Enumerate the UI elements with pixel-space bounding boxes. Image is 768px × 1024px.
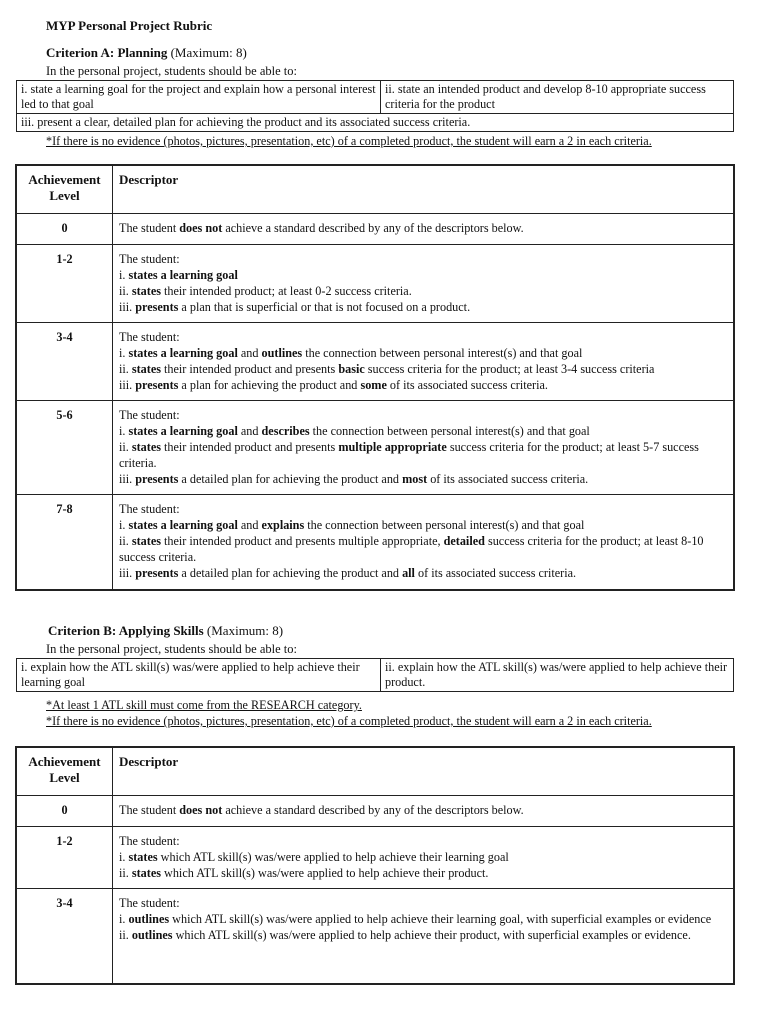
descriptor-column-header: Descriptor <box>113 747 735 795</box>
descriptor-text: The student <box>119 220 180 235</box>
descriptor-text: the connection between personal interest(s) and that goal <box>304 517 585 532</box>
descriptor-keyword: states a learning goal <box>128 267 238 282</box>
objective-b-ii: ii. explain how the ATL skill(s) was/were applied to help achieve their product. <box>381 659 734 692</box>
descriptor-line <box>119 471 727 487</box>
descriptor-text: iii. <box>119 471 136 486</box>
descriptor-line <box>119 345 727 361</box>
descriptor-keyword: states <box>131 283 161 298</box>
rubric-row <box>16 322 734 400</box>
descriptor-line <box>119 565 727 581</box>
descriptor-keyword: all <box>402 565 415 580</box>
descriptor-text: which ATL skill(s) was/were applied to help achieve their product, with superficial examples or evidence. <box>172 927 691 942</box>
achievement-level: 0 <box>16 213 113 244</box>
criterion-b-max: (Maximum: 8) <box>206 623 284 638</box>
descriptor-text: success criteria for the product; at least 3-4 success criteria <box>364 361 655 376</box>
descriptor-text: i. <box>119 423 129 438</box>
descriptor-keyword: states a learning goal <box>128 423 238 438</box>
descriptor-text: The student: <box>119 251 180 266</box>
descriptor-text: The student: <box>119 833 180 848</box>
descriptor-keyword: does not <box>179 220 223 235</box>
descriptor-cell <box>113 400 735 494</box>
descriptor-text: ii. <box>119 361 132 376</box>
descriptor-line <box>119 849 727 865</box>
descriptor-keyword: states <box>131 865 161 880</box>
objective-a-ii: ii. state an intended product and develop 8-10 appropriate success criteria for the product <box>381 81 734 114</box>
descriptor-text: i. <box>119 849 129 864</box>
objective-a-i: i. state a learning goal for the project and explain how a personal interest led to that goal <box>17 81 381 114</box>
achievement-level: 3-4 <box>16 888 113 984</box>
rubric-row <box>16 244 734 322</box>
descriptor-keyword: states <box>131 533 161 548</box>
descriptor-line <box>119 220 727 236</box>
descriptor-cell <box>113 494 735 590</box>
descriptor-text: success criteria for the product; at least 8-10 success criteria. <box>119 533 704 564</box>
descriptor-line <box>119 927 727 943</box>
achievement-level: 0 <box>16 795 113 826</box>
descriptor-keyword: outlines <box>131 927 173 942</box>
descriptor-text: The student: <box>119 895 180 910</box>
descriptor-keyword: presents <box>135 471 179 486</box>
descriptor-text: their intended product and presents multiple appropriate, <box>160 533 444 548</box>
descriptor-keyword: presents <box>135 299 179 314</box>
criterion-a-rubric-table <box>15 164 735 591</box>
descriptor-text: iii. <box>119 299 136 314</box>
descriptor-text: achieve a standard described by any of the descriptors below. <box>222 802 524 817</box>
descriptor-text: their intended product; at least 0-2 success criteria. <box>160 283 412 298</box>
descriptor-text: a plan for achieving the product and <box>178 377 361 392</box>
descriptor-cell <box>113 826 735 888</box>
rubric-row <box>16 795 734 826</box>
descriptor-text: iii. <box>119 565 136 580</box>
descriptor-text: the connection between personal interest(s) and that goal <box>302 345 583 360</box>
rubric-row <box>16 400 734 494</box>
descriptor-line <box>119 407 727 423</box>
descriptor-keyword: does not <box>179 802 223 817</box>
level-column-header: Achievement Level <box>16 747 113 795</box>
descriptor-line <box>119 329 727 345</box>
descriptor-line <box>119 439 727 471</box>
descriptor-text: of its associated success criteria. <box>386 377 548 392</box>
achievement-level: 5-6 <box>16 400 113 494</box>
criterion-b-heading <box>48 623 283 639</box>
objective-a-iii: iii. present a clear, detailed plan for achieving the product and its associated success criteria. <box>17 114 734 132</box>
descriptor-keyword: states a learning goal <box>128 345 238 360</box>
descriptor-text: of its associated success criteria. <box>414 565 577 580</box>
descriptor-text: which ATL skill(s) was/were applied to help achieve their product. <box>160 865 489 880</box>
criterion-a-max: (Maximum: 8) <box>170 45 247 60</box>
descriptor-keyword: most <box>402 471 428 486</box>
descriptor-keyword: presents <box>135 377 179 392</box>
rubric-row <box>16 213 734 244</box>
achievement-level: 1-2 <box>16 826 113 888</box>
descriptor-keyword: describes <box>261 423 310 438</box>
descriptor-text: ii. <box>119 283 132 298</box>
achievement-level: 3-4 <box>16 322 113 400</box>
rubric-row <box>16 826 734 888</box>
descriptor-line <box>119 501 727 517</box>
descriptor-text: The student <box>119 802 180 817</box>
descriptor-keyword: states <box>131 439 161 454</box>
achievement-level: 1-2 <box>16 244 113 322</box>
descriptor-text: the connection between personal interest(s) and that goal <box>309 423 590 438</box>
descriptor-keyword: multiple appropriate <box>338 439 447 454</box>
criterion-a-intro: In the personal project, students should be able to: <box>46 64 297 78</box>
objective-b-i: i. explain how the ATL skill(s) was/were applied to help achieve their learning goal <box>17 659 381 692</box>
descriptor-keyword: some <box>360 377 387 392</box>
descriptor-text: which ATL skill(s) was/were applied to help achieve their learning goal <box>157 849 509 864</box>
criterion-b-note-evidence: *If there is no evidence (photos, pictures, presentation, etc) of a completed product, the student will earn a 2 in each criteria. <box>46 714 652 728</box>
criterion-a-name: Criterion A: Planning <box>46 45 168 60</box>
document-title: MYP Personal Project Rubric <box>46 18 213 33</box>
rubric-header-row <box>16 165 734 213</box>
descriptor-text: i. <box>119 345 129 360</box>
descriptor-line <box>119 533 727 565</box>
criterion-b-intro: In the personal project, students should be able to: <box>46 642 297 656</box>
descriptor-keyword: outlines <box>261 345 303 360</box>
descriptor-line <box>119 833 727 849</box>
descriptor-text: and <box>237 423 262 438</box>
criterion-b-note-research: *At least 1 ATL skill must come from the RESEARCH category. <box>46 698 362 712</box>
descriptor-line <box>119 517 727 533</box>
descriptor-cell <box>113 322 735 400</box>
descriptor-line <box>119 251 727 267</box>
descriptor-line <box>119 865 727 881</box>
descriptor-text: which ATL skill(s) was/were applied to help achieve their learning goal, with superficial examples or evidence <box>169 911 712 926</box>
descriptor-text: success criteria for the product; at least 5-7 success criteria. <box>119 439 699 470</box>
descriptor-text: their intended product and presents <box>160 439 339 454</box>
descriptor-text: their intended product and presents <box>160 361 339 376</box>
level-column-header: Achievement Level <box>16 165 113 213</box>
descriptor-text: The student: <box>119 329 180 344</box>
descriptor-text: of its associated success criteria. <box>427 471 589 486</box>
descriptor-text: achieve a standard described by any of the descriptors below. <box>222 220 524 235</box>
descriptor-text: The student: <box>119 501 180 516</box>
achievement-level: 7-8 <box>16 494 113 590</box>
descriptor-line <box>119 423 727 439</box>
descriptor-line <box>119 911 727 927</box>
descriptor-text: a detailed plan for achieving the product and <box>178 471 403 486</box>
criterion-a-objectives <box>16 80 734 132</box>
descriptor-line <box>119 895 727 911</box>
descriptor-text: ii. <box>119 927 132 942</box>
descriptor-cell <box>113 795 735 826</box>
descriptor-text: and <box>237 345 262 360</box>
descriptor-text: i. <box>119 517 129 532</box>
descriptor-text: iii. <box>119 377 136 392</box>
descriptor-text: and <box>237 517 262 532</box>
descriptor-keyword: states a learning goal <box>128 517 238 532</box>
descriptor-cell <box>113 244 735 322</box>
descriptor-keyword: states <box>131 361 161 376</box>
descriptor-column-header: Descriptor <box>113 165 735 213</box>
rubric-header-row <box>16 747 734 795</box>
criterion-b-objectives <box>16 658 734 692</box>
descriptor-text: ii. <box>119 533 132 548</box>
descriptor-text: i. <box>119 267 129 282</box>
descriptor-keyword: outlines <box>128 911 170 926</box>
descriptor-text: ii. <box>119 865 132 880</box>
descriptor-line <box>119 802 727 818</box>
descriptor-text: The student: <box>119 407 180 422</box>
descriptor-text: a plan that is superficial or that is not focused on a product. <box>178 299 471 314</box>
descriptor-line <box>119 283 727 299</box>
descriptor-text: ii. <box>119 439 132 454</box>
descriptor-text: i. <box>119 911 129 926</box>
descriptor-keyword: presents <box>135 565 179 580</box>
descriptor-line <box>119 299 727 315</box>
rubric-row <box>16 888 734 984</box>
descriptor-text: a detailed plan for achieving the product and <box>178 565 403 580</box>
descriptor-keyword: explains <box>261 517 305 532</box>
rubric-row <box>16 494 734 590</box>
descriptor-cell <box>113 213 735 244</box>
criterion-a-heading <box>46 45 247 61</box>
descriptor-line <box>119 361 727 377</box>
descriptor-line <box>119 377 727 393</box>
criterion-b-rubric-table <box>15 746 735 985</box>
descriptor-keyword: basic <box>338 361 365 376</box>
criterion-a-note: *If there is no evidence (photos, pictures, presentation, etc) of a completed product, the student will earn a 2 in each criteria. <box>46 134 652 148</box>
descriptor-cell <box>113 888 735 984</box>
descriptor-keyword: states <box>128 849 158 864</box>
descriptor-line <box>119 267 727 283</box>
descriptor-keyword: detailed <box>443 533 485 548</box>
criterion-b-name: Criterion B: Applying Skills <box>48 623 204 638</box>
